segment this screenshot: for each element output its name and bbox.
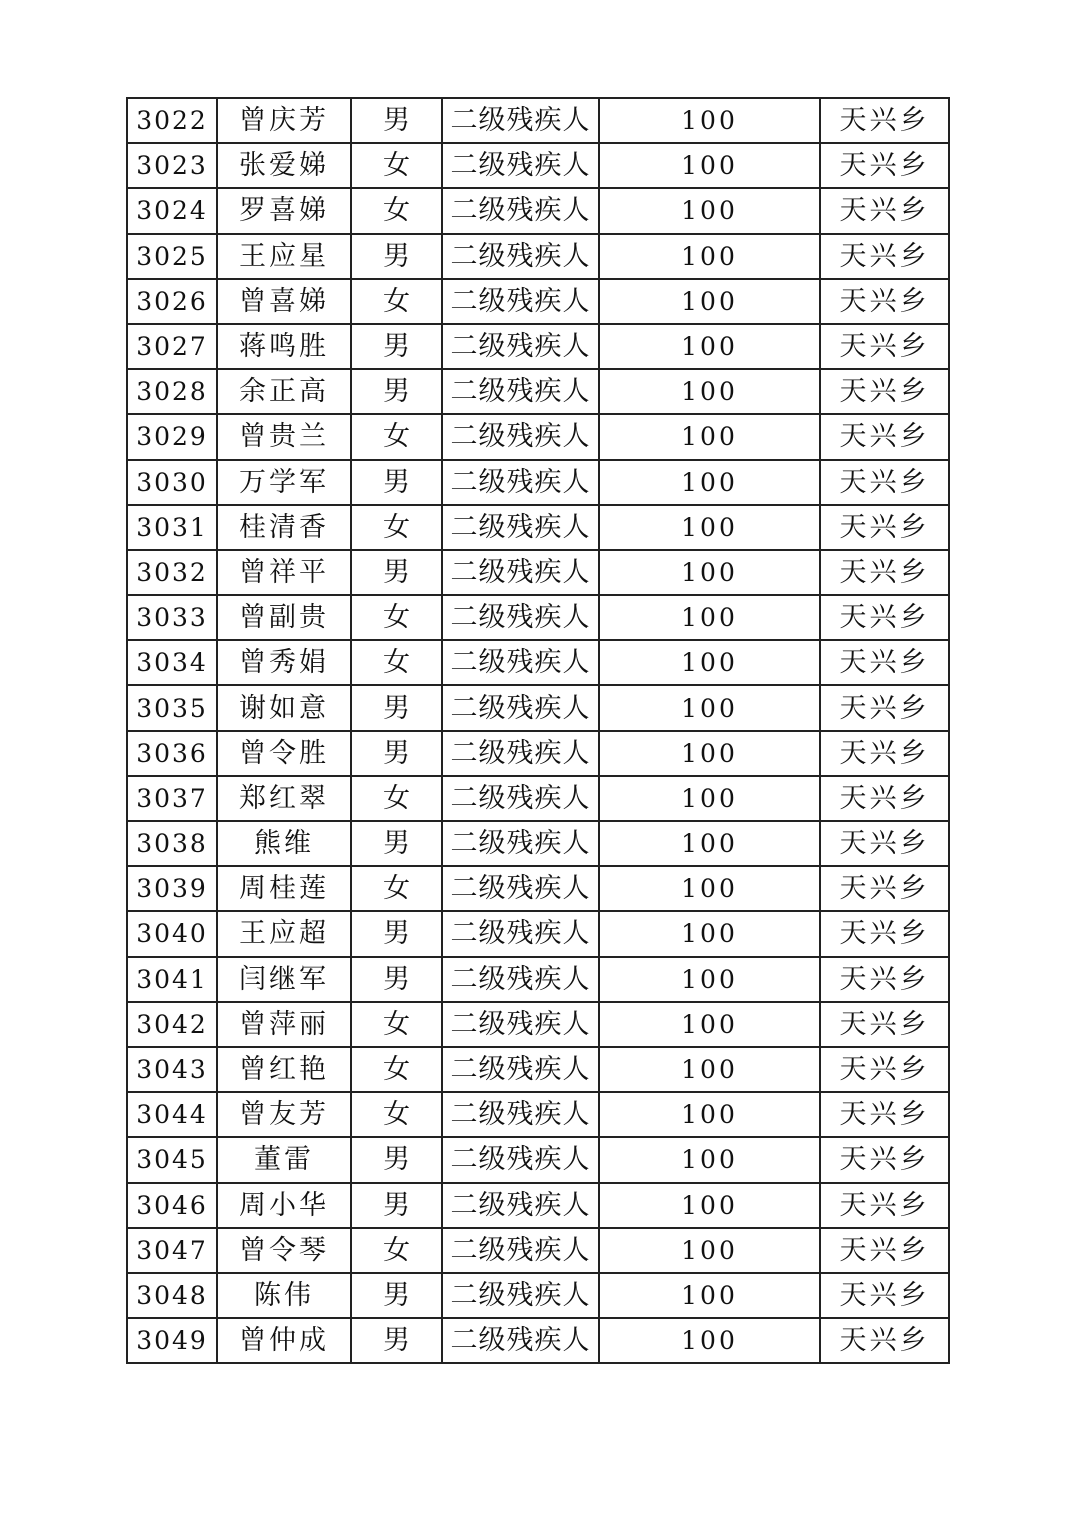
town-cell: 天兴乡 [820,460,949,505]
table-row [127,731,949,776]
name-cell: 余正高 [217,369,351,414]
disability-level-cell: 二级残疾人 [442,1228,599,1273]
name-cell: 万学军 [217,460,351,505]
table-row [127,957,949,1002]
table-row [127,279,949,324]
disability-level-cell: 二级残疾人 [442,279,599,324]
record-number-cell: 3033 [127,595,217,640]
table-row [127,188,949,233]
sex-cell: 女 [351,505,442,550]
town-cell: 天兴乡 [820,776,949,821]
name-cell: 郑红翠 [217,776,351,821]
name-cell: 王应超 [217,911,351,956]
town-cell: 天兴乡 [820,685,949,730]
amount-cell: 100 [599,234,820,279]
subsidy-table [126,97,950,1364]
sex-cell: 男 [351,369,442,414]
sex-cell: 男 [351,731,442,776]
name-cell: 董雷 [217,1137,351,1182]
sex-cell: 男 [351,911,442,956]
table-row [127,776,949,821]
amount-cell: 100 [599,821,820,866]
disability-level-cell: 二级残疾人 [442,143,599,188]
name-cell: 曾祥平 [217,550,351,595]
disability-level-cell: 二级残疾人 [442,685,599,730]
sex-cell: 女 [351,143,442,188]
document-page [126,97,950,1364]
name-cell: 罗喜娣 [217,188,351,233]
name-cell: 陈伟 [217,1273,351,1318]
amount-cell: 100 [599,1318,820,1363]
name-cell: 曾庆芳 [217,98,351,143]
amount-cell: 100 [599,957,820,1002]
town-cell: 天兴乡 [820,234,949,279]
amount-cell: 100 [599,1137,820,1182]
sex-cell: 男 [351,1137,442,1182]
sex-cell: 男 [351,685,442,730]
record-number-cell: 3029 [127,414,217,459]
amount-cell: 100 [599,685,820,730]
sex-cell: 男 [351,1273,442,1318]
record-number-cell: 3037 [127,776,217,821]
amount-cell: 100 [599,550,820,595]
amount-cell: 100 [599,731,820,776]
town-cell: 天兴乡 [820,188,949,233]
name-cell: 周桂莲 [217,866,351,911]
table-row [127,369,949,414]
amount-cell: 100 [599,1002,820,1047]
amount-cell: 100 [599,188,820,233]
sex-cell: 男 [351,98,442,143]
town-cell: 天兴乡 [820,550,949,595]
sex-cell: 女 [351,1047,442,1092]
disability-level-cell: 二级残疾人 [442,98,599,143]
table-row [127,640,949,685]
sex-cell: 女 [351,1092,442,1137]
name-cell: 曾令胜 [217,731,351,776]
record-number-cell: 3031 [127,505,217,550]
record-number-cell: 3049 [127,1318,217,1363]
disability-level-cell: 二级残疾人 [442,369,599,414]
town-cell: 天兴乡 [820,98,949,143]
record-number-cell: 3041 [127,957,217,1002]
name-cell: 周小华 [217,1183,351,1228]
town-cell: 天兴乡 [820,595,949,640]
name-cell: 曾秀娟 [217,640,351,685]
amount-cell: 100 [599,776,820,821]
disability-level-cell: 二级残疾人 [442,1047,599,1092]
disability-level-cell: 二级残疾人 [442,640,599,685]
town-cell: 天兴乡 [820,1092,949,1137]
disability-level-cell: 二级残疾人 [442,821,599,866]
table-row [127,685,949,730]
amount-cell: 100 [599,460,820,505]
amount-cell: 100 [599,1092,820,1137]
name-cell: 蒋鸣胜 [217,324,351,369]
amount-cell: 100 [599,1273,820,1318]
town-cell: 天兴乡 [820,369,949,414]
record-number-cell: 3026 [127,279,217,324]
table-row [127,1273,949,1318]
record-number-cell: 3043 [127,1047,217,1092]
record-number-cell: 3042 [127,1002,217,1047]
disability-level-cell: 二级残疾人 [442,234,599,279]
sex-cell: 男 [351,234,442,279]
name-cell: 曾副贵 [217,595,351,640]
record-number-cell: 3023 [127,143,217,188]
name-cell: 曾红艳 [217,1047,351,1092]
town-cell: 天兴乡 [820,1002,949,1047]
record-number-cell: 3035 [127,685,217,730]
disability-level-cell: 二级残疾人 [442,911,599,956]
name-cell: 王应星 [217,234,351,279]
sex-cell: 女 [351,1002,442,1047]
amount-cell: 100 [599,866,820,911]
table-row [127,1137,949,1182]
sex-cell: 女 [351,414,442,459]
sex-cell: 男 [351,550,442,595]
disability-level-cell: 二级残疾人 [442,460,599,505]
name-cell: 桂清香 [217,505,351,550]
amount-cell: 100 [599,98,820,143]
record-number-cell: 3034 [127,640,217,685]
name-cell: 熊维 [217,821,351,866]
town-cell: 天兴乡 [820,731,949,776]
record-number-cell: 3027 [127,324,217,369]
town-cell: 天兴乡 [820,640,949,685]
town-cell: 天兴乡 [820,821,949,866]
name-cell: 张爱娣 [217,143,351,188]
table-row [127,143,949,188]
table-row [127,505,949,550]
sex-cell: 女 [351,1228,442,1273]
table-row [127,1092,949,1137]
record-number-cell: 3040 [127,911,217,956]
table-row [127,1047,949,1092]
record-number-cell: 3025 [127,234,217,279]
town-cell: 天兴乡 [820,957,949,1002]
record-number-cell: 3048 [127,1273,217,1318]
town-cell: 天兴乡 [820,866,949,911]
record-number-cell: 3030 [127,460,217,505]
disability-level-cell: 二级残疾人 [442,1183,599,1228]
table-row [127,866,949,911]
disability-level-cell: 二级残疾人 [442,866,599,911]
table-row [127,1002,949,1047]
town-cell: 天兴乡 [820,1318,949,1363]
disability-level-cell: 二级残疾人 [442,550,599,595]
town-cell: 天兴乡 [820,1183,949,1228]
disability-level-cell: 二级残疾人 [442,1002,599,1047]
amount-cell: 100 [599,505,820,550]
town-cell: 天兴乡 [820,414,949,459]
table-row [127,911,949,956]
table-row [127,1318,949,1363]
town-cell: 天兴乡 [820,1228,949,1273]
town-cell: 天兴乡 [820,1273,949,1318]
disability-level-cell: 二级残疾人 [442,1137,599,1182]
record-number-cell: 3022 [127,98,217,143]
sex-cell: 女 [351,188,442,233]
amount-cell: 100 [599,143,820,188]
town-cell: 天兴乡 [820,324,949,369]
table-row [127,460,949,505]
name-cell: 曾喜娣 [217,279,351,324]
town-cell: 天兴乡 [820,505,949,550]
table-row [127,1228,949,1273]
amount-cell: 100 [599,1228,820,1273]
name-cell: 谢如意 [217,685,351,730]
table-row [127,324,949,369]
amount-cell: 100 [599,1047,820,1092]
table-row [127,234,949,279]
sex-cell: 男 [351,957,442,1002]
table-row [127,1183,949,1228]
town-cell: 天兴乡 [820,1047,949,1092]
table-row [127,98,949,143]
sex-cell: 女 [351,595,442,640]
table-row [127,595,949,640]
amount-cell: 100 [599,414,820,459]
disability-level-cell: 二级残疾人 [442,414,599,459]
table-body [127,98,949,1363]
disability-level-cell: 二级残疾人 [442,776,599,821]
sex-cell: 男 [351,460,442,505]
disability-level-cell: 二级残疾人 [442,1318,599,1363]
amount-cell: 100 [599,369,820,414]
sex-cell: 男 [351,821,442,866]
amount-cell: 100 [599,324,820,369]
record-number-cell: 3045 [127,1137,217,1182]
table-row [127,550,949,595]
town-cell: 天兴乡 [820,1137,949,1182]
disability-level-cell: 二级残疾人 [442,731,599,776]
amount-cell: 100 [599,1183,820,1228]
sex-cell: 女 [351,640,442,685]
amount-cell: 100 [599,595,820,640]
disability-level-cell: 二级残疾人 [442,505,599,550]
record-number-cell: 3046 [127,1183,217,1228]
amount-cell: 100 [599,640,820,685]
name-cell: 曾友芳 [217,1092,351,1137]
disability-level-cell: 二级残疾人 [442,1092,599,1137]
amount-cell: 100 [599,279,820,324]
record-number-cell: 3038 [127,821,217,866]
name-cell: 曾贵兰 [217,414,351,459]
town-cell: 天兴乡 [820,911,949,956]
sex-cell: 女 [351,776,442,821]
record-number-cell: 3024 [127,188,217,233]
record-number-cell: 3032 [127,550,217,595]
amount-cell: 100 [599,911,820,956]
disability-level-cell: 二级残疾人 [442,1273,599,1318]
disability-level-cell: 二级残疾人 [442,188,599,233]
record-number-cell: 3036 [127,731,217,776]
table-row [127,821,949,866]
record-number-cell: 3028 [127,369,217,414]
name-cell: 闫继军 [217,957,351,1002]
sex-cell: 男 [351,324,442,369]
record-number-cell: 3039 [127,866,217,911]
table-row [127,414,949,459]
record-number-cell: 3047 [127,1228,217,1273]
town-cell: 天兴乡 [820,279,949,324]
sex-cell: 女 [351,279,442,324]
name-cell: 曾令琴 [217,1228,351,1273]
town-cell: 天兴乡 [820,143,949,188]
sex-cell: 女 [351,866,442,911]
disability-level-cell: 二级残疾人 [442,324,599,369]
name-cell: 曾萍丽 [217,1002,351,1047]
name-cell: 曾仲成 [217,1318,351,1363]
record-number-cell: 3044 [127,1092,217,1137]
disability-level-cell: 二级残疾人 [442,595,599,640]
disability-level-cell: 二级残疾人 [442,957,599,1002]
sex-cell: 男 [351,1318,442,1363]
sex-cell: 男 [351,1183,442,1228]
